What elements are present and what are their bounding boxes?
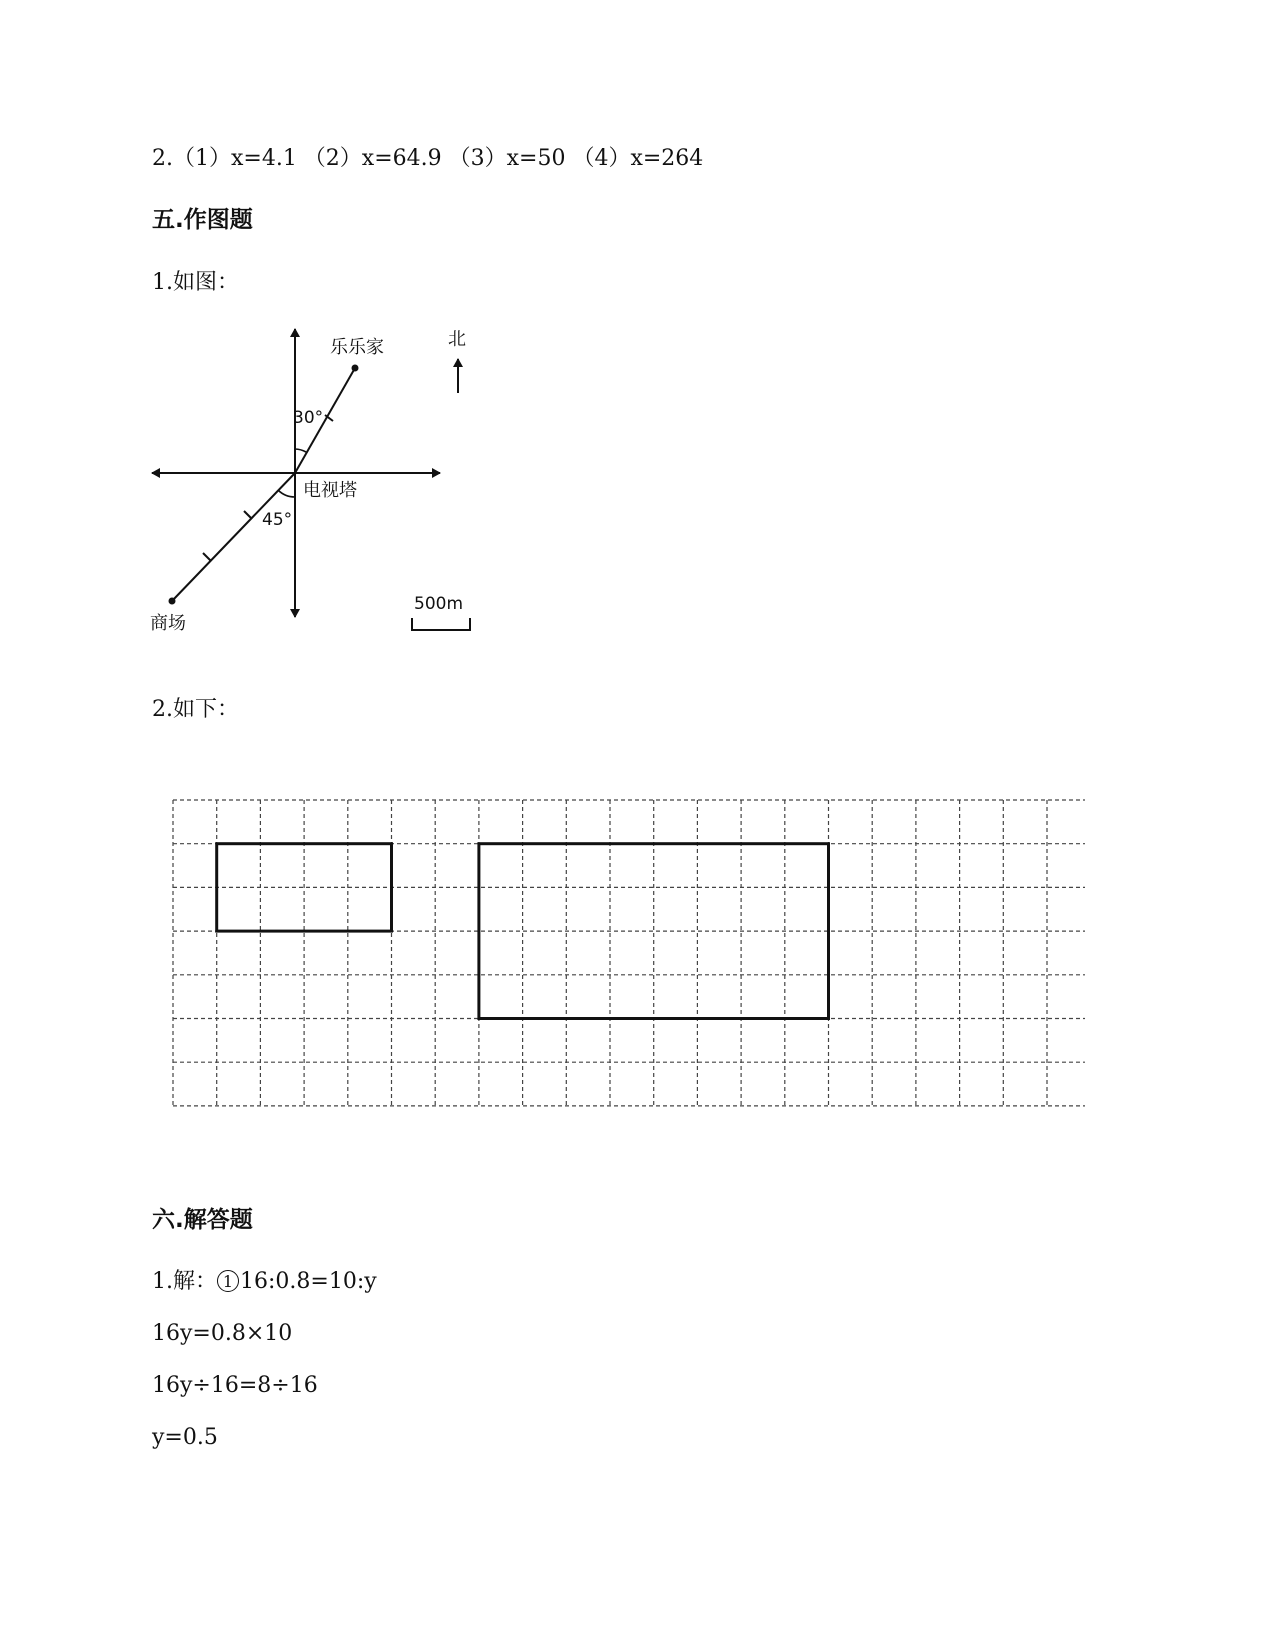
direction-diagram [140, 315, 500, 655]
scale-bar [412, 618, 470, 630]
angle-30-label: 30° [293, 408, 324, 428]
section-5-title: 五.作图题 [152, 207, 253, 233]
angle-arc-30 [295, 449, 306, 452]
section-6-title: 六.解答题 [152, 1207, 253, 1233]
circled-number-1: 1 [217, 1270, 239, 1292]
q1-prefix: 1.解： [152, 1269, 217, 1294]
home-label: 乐乐家 [330, 337, 384, 358]
tower-label: 电视塔 [303, 480, 357, 501]
scale-label: 500m [414, 594, 464, 614]
q1-label: 1.如图： [152, 270, 239, 295]
angle-45-label: 45° [262, 510, 293, 530]
angle-arc-45 [278, 490, 295, 497]
mall-point [169, 598, 176, 605]
q1-equation: 16:0.8=10:y [240, 1269, 377, 1294]
q1-solution-line [152, 1270, 377, 1293]
solution-step-2: 16y÷16=8÷16 [152, 1373, 318, 1398]
solution-step-3: y=0.5 [152, 1425, 218, 1450]
home-point [352, 365, 359, 372]
q2-label: 2.如下： [152, 697, 239, 722]
mall-direction-line [172, 473, 295, 601]
north-label: 北 [448, 329, 466, 350]
mall-label: 商场 [150, 613, 186, 634]
grid-drawing [165, 792, 1085, 1138]
answer-2-line: 2.（1）x=4.1 （2）x=64.9 （3）x=50 （4）x=264 [152, 146, 704, 171]
solution-step-1: 16y=0.8×10 [152, 1321, 293, 1346]
dashed-grid [173, 800, 1085, 1106]
